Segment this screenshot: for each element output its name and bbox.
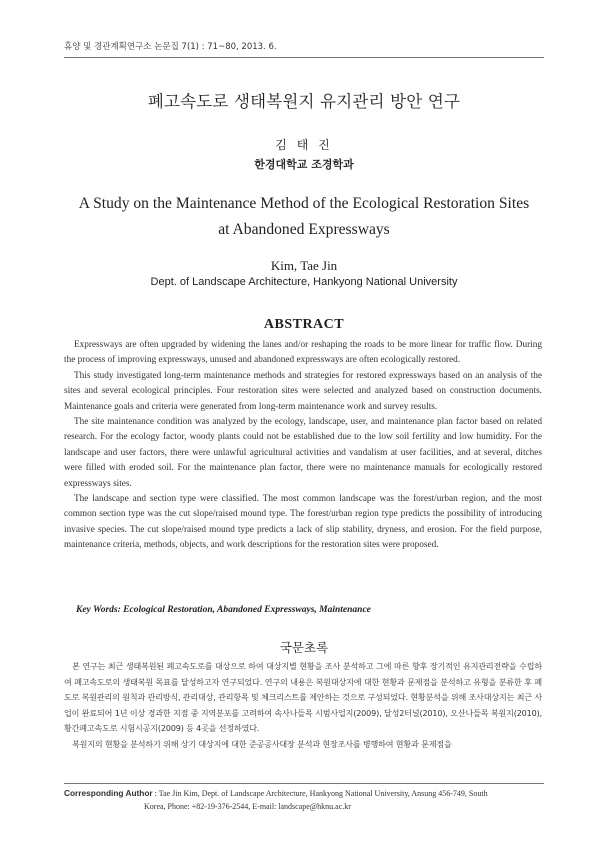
- english-affiliation: Dept. of Landscape Architecture, Hankyong National University: [150, 276, 458, 288]
- abstract-heading: ABSTRACT: [263, 317, 345, 332]
- english-title-line-1: A Study on the Maintenance Method of the Ecological Restoration Sites: [78, 195, 530, 212]
- abstract-paragraph: The site maintenance condition was analyzed by the ecology, landscape, user, and maintenance plan factor based on related research. For the ecology factor, woody plants could not be established due to the low soil fertility and low humidity. For the landscape and user factors, there were unlawful agricultural activities and vandalism at user facilities, and at several, ditches were filled with eroded soil. For the maintenance plan factor, there were no maintenance manuals for ecologically restored expressways sites.: [64, 417, 542, 489]
- corresponding-label: Corresponding Author: [64, 788, 153, 798]
- korean-abstract-paragraph: 복원지의 현황을 분석하기 위해 상기 대상지에 대한 준공공사대장 분석과 현장조사를 병행하여 현황과 문제점을: [72, 739, 452, 749]
- korean-abstract-paragraph: 본 연구는 최근 생태복원된 폐고속도로를 대상으로 하여 대상지별 현황을 조사 분석하고 그에 따른 향후 장기적인 유지관리전략을 수립하여 폐고속도로의 생태복원 목표를 달성하고자 연구되었다. 연구의 내용은 복원대상지에 대한 현황과 문제점을 분석하고 유형을 분류한 후 폐도로 복원관리의 원칙과 관리방식, 관리대상, 관리항목 및 체크리스트를 제안하는 것으로 구성되었다. 현황분석을 위해 조사대상지는 최근 사업이 완료되어 1년 이상 경과한 지점 중 지역분포를 고려하여 속사나들목 시범사업지(2009), 달성2터널(2010), 오산나들목 복원지(2010), 황간폐고속도로 시험시공지(2009) 등 4곳을 선정하였다.: [64, 662, 542, 733]
- korean-author: 김 태 진: [275, 138, 333, 152]
- corresponding-author-note: [64, 787, 544, 813]
- abstract-paragraph: Expressways are often upgraded by widening the lanes and/or reshaping the roads to be more linear for traffic flow. During the process of improving expressways, unused and abandoned expressways are often ecologically restored.: [64, 340, 542, 366]
- abstract-paragraph: This study investigated long-term maintenance methods and strategies for restored expressways based on an analysis of the sites and several ecological principles. Four restoration sites were selected and analyzed based on construction documents. Maintenance goals and criteria were generated from long-term maintenance work and survey results.: [64, 370, 542, 412]
- korean-affiliation: 한경대학교 조경학과: [254, 158, 354, 171]
- korean-abstract-body: [64, 659, 542, 752]
- english-author: Kim, Tae Jin: [270, 258, 338, 273]
- keywords: Key Words: Ecological Restoration, Abandoned Expressways, Maintenance: [76, 605, 371, 615]
- english-title-line-2: at Abandoned Expressways: [218, 221, 390, 238]
- footnote-rule: [64, 783, 544, 784]
- korean-title: 폐고속도로 생태복원지 유지관리 방안 연구: [147, 92, 461, 111]
- header-rule: [64, 57, 544, 58]
- journal-header: 휴양 및 경관계획연구소 논문집 7(1) : 71~80, 2013. 6.: [64, 42, 277, 52]
- english-title: [40, 191, 568, 243]
- abstract-body: [64, 338, 542, 554]
- abstract-paragraph: The landscape and section type were classified. The most common landscape was the forest/urban region, and the most common section type was the cut slope/raised mound type. The forest/urban region type predicts the possibility of introducing invasive species. The cut slope/raised mound type predicts a lack of slip stability, dryness, and erosion. For the field purpose, maintenance criteria, methods, objects, and work descriptions for the restoration sites were proposed.: [64, 494, 542, 551]
- corresponding-line-1: : Tae Jin Kim, Dept. of Landscape Architecture, Hankyong National University, Ansung 456-749, South: [154, 789, 488, 798]
- corresponding-line-2: Korea, Phone: +82-19-376-2544, E-mail: landscape@hknu.ac.kr: [144, 802, 351, 811]
- korean-abstract-heading: 국문초록: [279, 640, 329, 655]
